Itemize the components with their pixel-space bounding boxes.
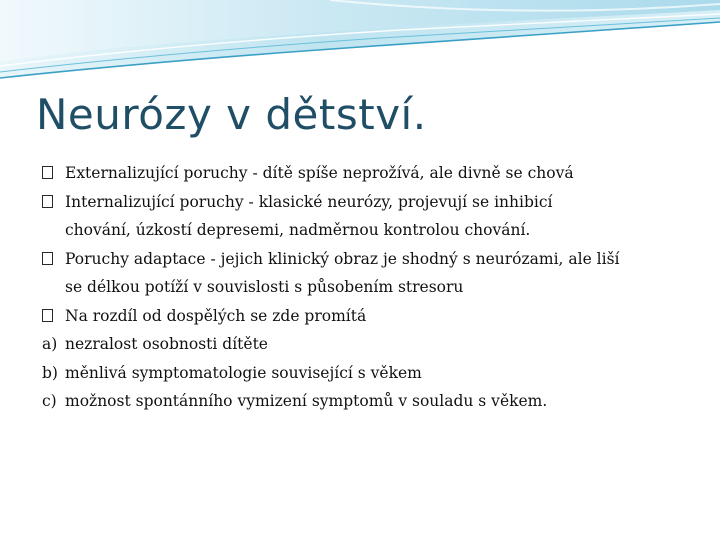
- header-wave-decoration: [0, 0, 720, 90]
- checkbox-bullet-icon: [42, 309, 53, 322]
- list-item-text: nezralost osobnosti dítěte: [65, 335, 268, 353]
- list-item-text: možnost spontánního vymizení symptomů v souladu s věkem.: [65, 392, 548, 410]
- list-item-text: Poruchy adaptace - jejich klinický obraz je shodný s neurózami, ale liší: [65, 249, 620, 268]
- list-item: [42, 302, 692, 331]
- checkbox-bullet-icon: [42, 166, 53, 179]
- list-item: [42, 359, 692, 388]
- list-item-text: měnlivá symptomatologie související s věkem: [65, 363, 422, 382]
- list-item: [42, 159, 692, 188]
- list-item-text-continued: se délkou potíží v souvislosti s působením stresoru: [65, 278, 464, 296]
- list-letter-marker: c): [42, 392, 57, 410]
- list-item: [42, 387, 692, 416]
- list-letter-marker: a): [42, 335, 58, 353]
- slide-title: Neurózy v dětství.: [36, 90, 427, 139]
- checkbox-bullet-icon: [42, 252, 53, 265]
- checkbox-bullet-icon: [42, 195, 53, 208]
- list-item-text-continued: chování, úzkostí depresemi, nadměrnou kontrolou chování.: [65, 221, 531, 239]
- list-item: [42, 188, 692, 245]
- list-item-text: Internalizující poruchy - klasické neurózy, projevují se inhibicí: [65, 192, 553, 211]
- list-letter-marker: b): [42, 363, 58, 382]
- bullet-list: [42, 159, 692, 416]
- list-item: [42, 330, 692, 359]
- list-item-text: Externalizující poruchy - dítě spíše neprožívá, ale divně se chová: [65, 164, 574, 182]
- list-item-text: Na rozdíl od dospělých se zde promítá: [65, 306, 367, 325]
- list-item: [42, 245, 692, 302]
